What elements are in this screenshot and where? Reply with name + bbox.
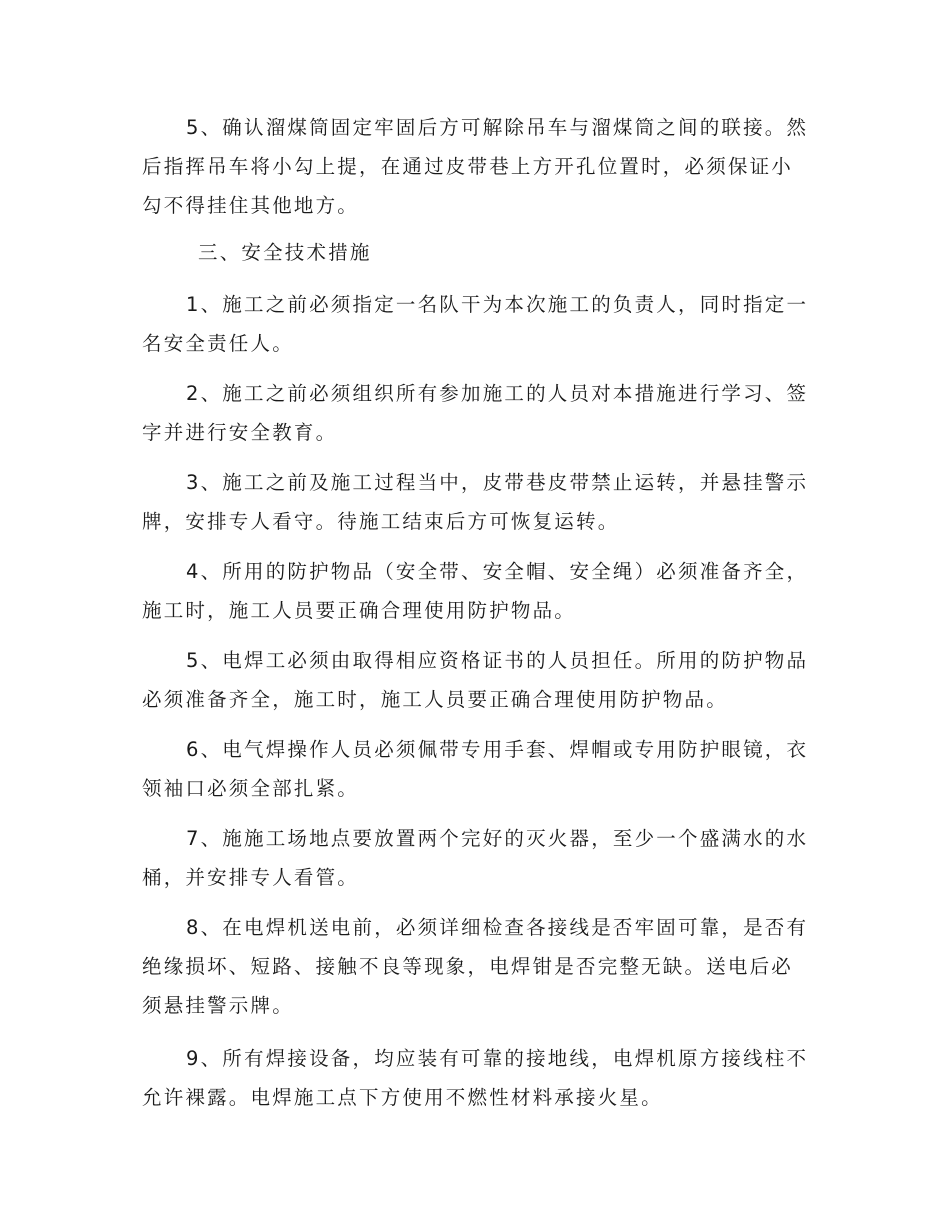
list-item-7: 7、施施工场地点要放置两个完好的灭火器，至少一个盛满水的水桶，并安排专人看管。	[142, 827, 809, 889]
list-item-4: 4、所用的防护物品（安全带、安全帽、安全绳）必须准备齐全，施工时，施工人员要正确合理使用防护物品。	[142, 560, 809, 622]
list-item-9: 9、所有焊接设备，均应装有可靠的接地线，电焊机原方接线柱不允许裸露。电焊施工点下方使用不燃性材料承接火星。	[142, 1047, 809, 1109]
paragraph-step-5: 5、确认溜煤筒固定牢固后方可解除吊车与溜煤筒之间的联接。然后指挥吊车将小勾上提，在通过皮带巷上方开孔位置时，必须保证小勾不得挂住其他地方。	[142, 116, 809, 217]
list-item-8: 8、在电焊机送电前，必须详细检查各接线是否牢固可靠，是否有绝缘损坏、短路、接触不良等现象，电焊钳是否完整无缺。送电后必须悬挂警示牌。	[142, 916, 809, 1017]
list-item-3: 3、施工之前及施工过程当中，皮带巷皮带禁止运转，并悬挂警示牌，安排专人看守。待施工结束后方可恢复运转。	[142, 471, 809, 533]
list-item-5: 5、电焊工必须由取得相应资格证书的人员担任。所用的防护物品必须准备齐全，施工时，施工人员要正确合理使用防护物品。	[142, 649, 809, 711]
list-item-2: 2、施工之前必须组织所有参加施工的人员对本措施进行学习、签字并进行安全教育。	[142, 382, 809, 444]
section-heading: 三、安全技术措施	[198, 241, 372, 264]
list-item-6: 6、电气焊操作人员必须佩带专用手套、焊帽或专用防护眼镜，衣领袖口必须全部扎紧。	[142, 738, 809, 800]
list-item-1: 1、施工之前必须指定一名队干为本次施工的负责人，同时指定一名安全责任人。	[142, 293, 809, 355]
